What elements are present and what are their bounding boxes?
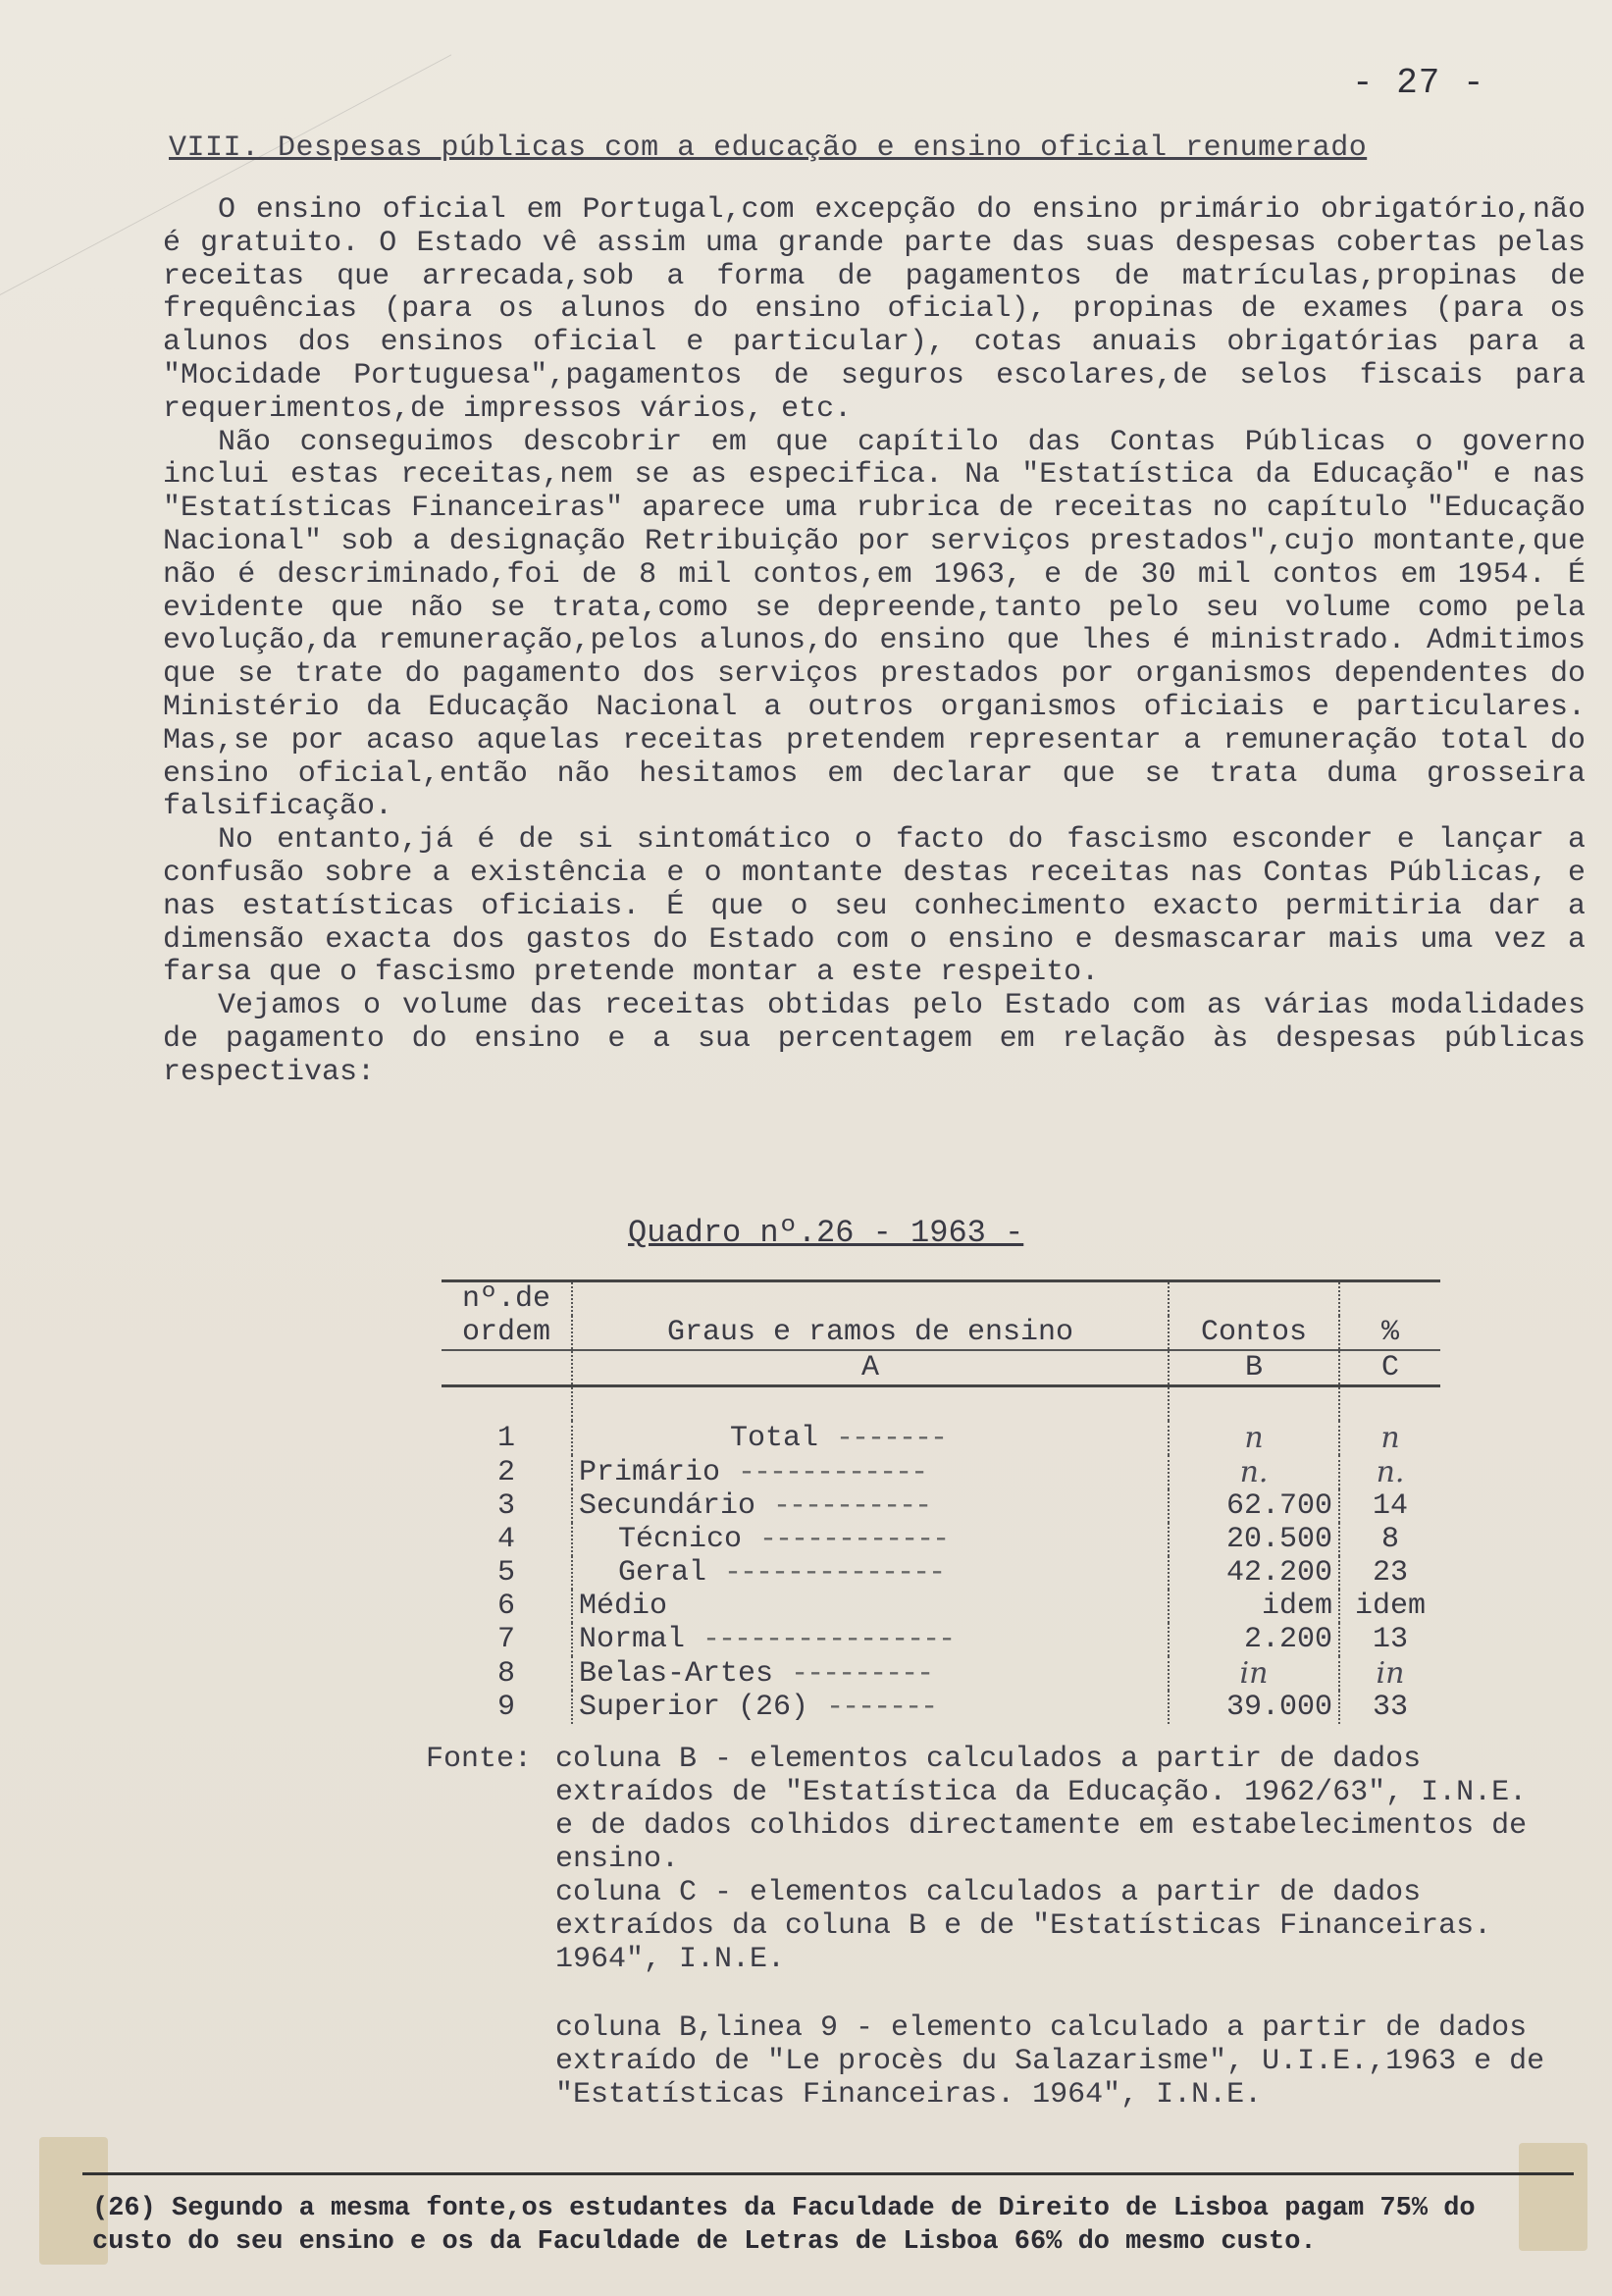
data-table: [442, 1279, 1440, 1724]
source-note-col-b-line9: coluna B,linea 9 - elemento calculado a partir de dados extraído de "Le procès du Salazarisme", U.I.E.,1963 e de "Estatísticas Financeiras. 1964", I.N.E.: [555, 2011, 1545, 2112]
table-row: 8 Belas-Artes --------- in in: [442, 1656, 1440, 1691]
table-row: 9 Superior (26) ------- 39.000 33: [442, 1691, 1440, 1724]
header-col-a: A: [572, 1350, 1169, 1386]
section-heading: VIII. Despesas públicas com a educação e ensino oficial renumerado: [169, 131, 1368, 165]
header-ordem-1: nº.de: [442, 1281, 572, 1317]
table-row: 2 Primário ------------ n. n.: [442, 1455, 1440, 1489]
table-row: 6 Médio idem idem: [442, 1590, 1440, 1623]
table-row: 1 Total ------- n n: [442, 1421, 1440, 1455]
table-row: 3 Secundário ---------- 62.700 14: [442, 1489, 1440, 1523]
page-number: - 27 -: [1352, 63, 1485, 103]
paragraph-4: Vejamos o volume das receitas obtidas pelo Estado com as várias modalidades de pagamento do ensino e a sua percentagem em relação às despesas públicas respectivas:: [163, 989, 1586, 1089]
header-pct: %: [1339, 1316, 1440, 1350]
table-row: 7 Normal ---------------- 2.200 13: [442, 1623, 1440, 1656]
source-note-col-b: Fonte: coluna B - elementos calculados a partir de dados extraídos de "Estatística da Educação. 1962/63", I.N.E. e de dados colhidos directamente em estabelecimentos de ensino.: [426, 1743, 1528, 1876]
paragraph-2: Não conseguimos descobrir em que capítilo das Contas Públicas o governo inclui estas receitas,nem se as especifica. Na "Estatística da Educação" e nas "Estatísticas Financeiras" aparece uma rubrica de receitas no capítulo "Educação Nacional" sob a designação Retribuição por serviços prestados",cujo montante,que não é descriminado,foi de 8 mil contos,em 1963, e de 30 mil contos em 1954. É evidente que não se trata,como se depreende,tanto pelo seu volume como pela evolução,da remuneração,pelos alunos,do ensino que lhes é ministrado. Admitimos que se trate do pagamento dos serviços prestados por organismos dependentes do Ministério da Educação Nacional a outros organismos oficiais e particulares. Mas,se por acaso aquelas receitas pretendem representar a remuneração total do ensino oficial,então não hesitamos em declarar que se trata duma grosseira falsificação.: [163, 425, 1586, 824]
header-contos: Contos: [1169, 1316, 1339, 1350]
table-title: Quadro nº.26 - 1963 -: [628, 1215, 1024, 1251]
body-text: [163, 194, 1586, 1090]
paragraph-3: No entanto,já é de si sintomático o facto do fascismo esconder e lançar a confusão sobre a existência e o montante destas receitas nas Contas Públicas, e nas estatísticas oficiais. É que o seu conhecimento exacto permitiria dar a dimensão exacta dos gastos do Estado com o ensino e desmascarar mais uma vez a farsa que o fascismo pretende montar a este respeito.: [163, 823, 1586, 990]
header-col-c: C: [1339, 1350, 1440, 1386]
table-row: 4 Técnico ------------ 20.500 8: [442, 1523, 1440, 1556]
source-note-col-c: coluna C - elementos calculados a partir de dados extraídos da coluna B e de "Estatísticas Financeiras. 1964", I.N.E.: [555, 1876, 1492, 1976]
header-graus: Graus e ramos de ensino: [572, 1316, 1169, 1350]
header-col-b: B: [1169, 1350, 1339, 1386]
footnote: (26) Segundo a mesma fonte,os estudantes da Faculdade de Direito de Lisboa pagam 75% do custo do seu ensino e os da Faculdade de Letras de Lisboa 66% do mesmo custo.: [92, 2194, 1476, 2257]
footnote-rule: [82, 2172, 1574, 2175]
table-row: 5 Geral -------------- 42.200 23: [442, 1556, 1440, 1590]
header-ordem-2: ordem: [442, 1316, 572, 1350]
source-label: Fonte:: [426, 1743, 533, 1776]
paragraph-1: O ensino oficial em Portugal,com excepção do ensino primário obrigatório,não é gratuito. O Estado vê assim uma grande parte das suas despesas cobertas pelas receitas que arrecada,sob a forma de pagamentos de matrículas,propinas de frequências (para os alunos do ensino oficial), propinas de exames (para os alunos dos ensinos oficial e particular), cotas anuais obrigatórias para a "Mocidade Portuguesa",pagamentos de seguros escolares,de selos fiscais para requerimentos,de impressos vários, etc.: [163, 193, 1586, 426]
